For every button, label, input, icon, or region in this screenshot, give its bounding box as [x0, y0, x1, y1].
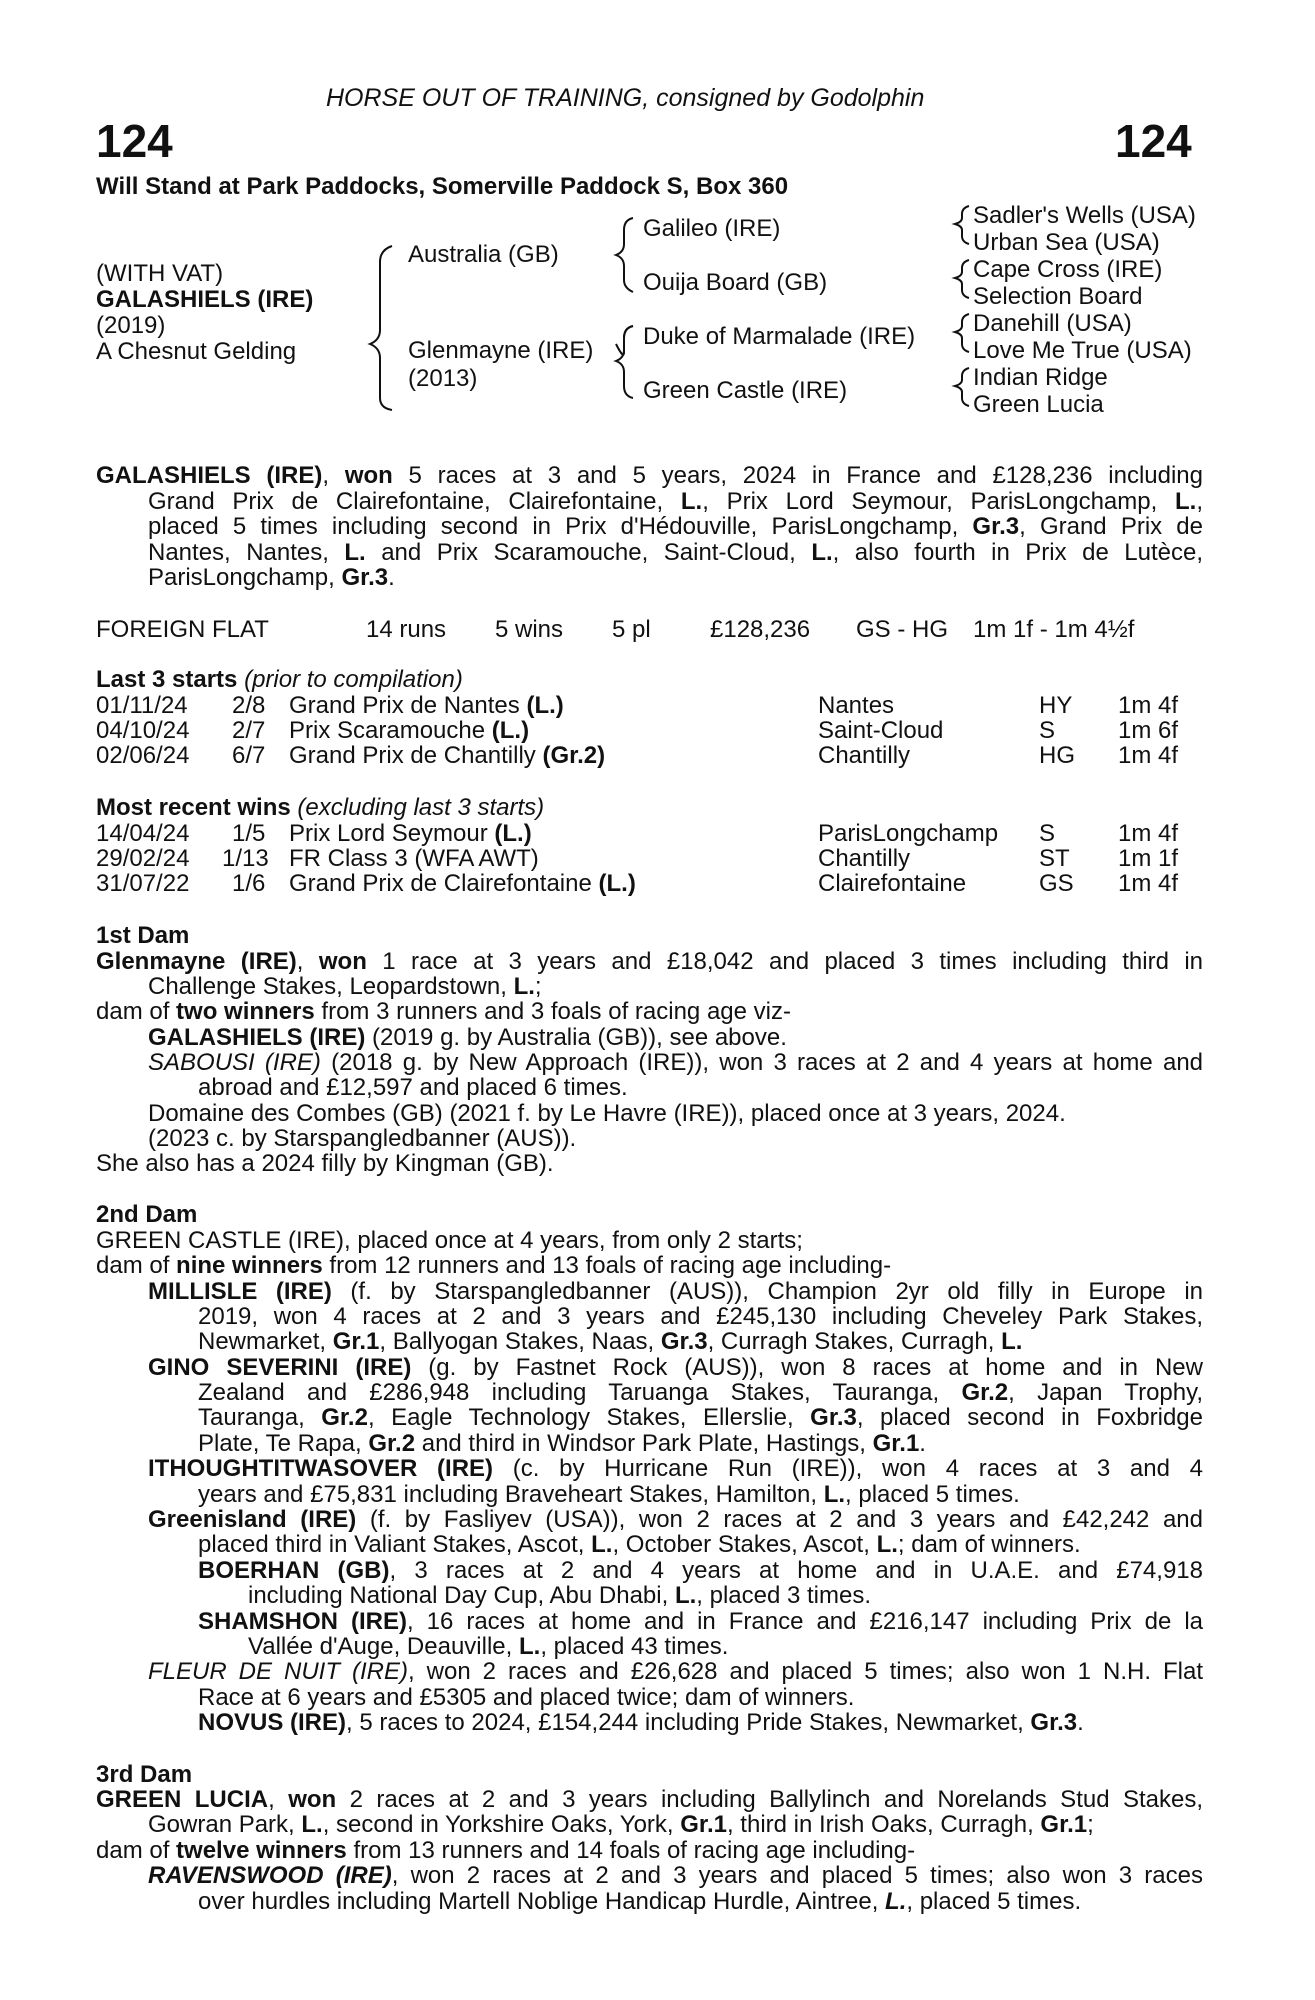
- dam1-line-1: Glenmayne (IRE), won 1 race at 3 years and £18,042 and placed 3 times including third in: [96, 948, 1203, 975]
- dam2-millisle-3: Newmarket, Gr.1, Ballyogan Stakes, Naas, Gr.3, Curragh Stakes, Curragh, L.: [198, 1328, 1023, 1355]
- row-date: 29/02/24: [96, 845, 190, 872]
- dam2-ithought-1: ITHOUGHTITWASOVER (IRE) (c. by Hurricane Run (IRE)), won 4 races at 3 and 4: [148, 1455, 1203, 1482]
- dam1-heading: 1st Dam: [96, 922, 190, 949]
- dam2-fleur-2: Race at 6 years and £5305 and placed twice; dam of winners.: [198, 1684, 855, 1711]
- row-going: HG: [1039, 742, 1075, 769]
- stats-placed: 5 pl: [612, 616, 651, 643]
- summary-line-5: ParisLongchamp, Gr.3.: [148, 564, 395, 591]
- dam2-greenisland-1: Greenisland (IRE) (f. by Fasliyev (USA)), won 2 races at 2 and 3 years and £42,242 and: [148, 1506, 1203, 1533]
- dam1-note: She also has a 2024 filly by Kingman (GB).: [96, 1150, 554, 1177]
- dam2-millisle-1: MILLISLE (IRE) (f. by Starspangledbanner (AUS)), Champion 2yr old filly in Europe in: [148, 1278, 1203, 1305]
- horse-year: (2019): [96, 312, 166, 339]
- row-course: Chantilly: [818, 742, 911, 769]
- stats-runs: 14 runs: [366, 616, 447, 643]
- pedigree-ddd: Green Lucia: [973, 391, 1104, 418]
- row-date: 04/10/24: [96, 717, 190, 744]
- header-title: HORSE OUT OF TRAINING, consigned by Godolphin: [326, 84, 925, 112]
- row-going: S: [1039, 820, 1056, 847]
- dam1-line-3: dam of two winners from 3 runners and 3 foals of racing age viz-: [96, 998, 791, 1025]
- dam1-progeny-2: SABOUSI (IRE) (2018 g. by New Approach (IRE)), won 3 races at 2 and 4 years at home and: [148, 1049, 1204, 1076]
- dam3-ravenswood-2: over hurdles including Martell Noblige Handicap Hurdle, Aintree, L., placed 5 times.: [198, 1888, 1082, 1915]
- row-course: Chantilly: [818, 845, 911, 872]
- stand-location: Will Stand at Park Paddocks, Somerville Paddock S, Box 360: [96, 173, 789, 200]
- row-race: Prix Scaramouche (L.): [289, 717, 530, 744]
- pedigree-ssd: Urban Sea (USA): [973, 229, 1160, 256]
- dam1-line-2: Challenge Stakes, Leopardstown, L.;: [148, 973, 542, 1000]
- row-distance: 1m 4f: [1118, 870, 1179, 897]
- pedigree-dds: Indian Ridge: [973, 364, 1108, 391]
- pedigree-dam-year: (2013): [408, 365, 478, 392]
- dam2-shamshon-2: Vallée d'Auge, Deauville, L., placed 43 times.: [248, 1633, 729, 1660]
- pedigree-dam: Glenmayne (IRE): [408, 337, 594, 364]
- row-distance: 1m 4f: [1118, 820, 1179, 847]
- pedigree-sire-sire: Galileo (IRE): [643, 215, 781, 242]
- row-going: HY: [1039, 692, 1073, 719]
- dam2-gino-4: Plate, Te Rapa, Gr.2 and third in Windsor Park Plate, Hastings, Gr.1.: [198, 1430, 926, 1457]
- row-position: 1/6: [232, 870, 266, 897]
- pedigree-dss: Danehill (USA): [973, 310, 1132, 337]
- row-race: Grand Prix de Chantilly (Gr.2): [289, 742, 606, 769]
- dam2-ithought-2: years and £75,831 including Braveheart Stakes, Hamilton, L., placed 5 times.: [198, 1481, 1020, 1508]
- dam1-progeny-3: Domaine des Combes (GB) (2021 f. by Le Havre (IRE)), placed once at 3 years, 2024.: [148, 1100, 1066, 1127]
- row-position: 2/7: [232, 717, 266, 744]
- dam2-boerhan-2: including National Day Cup, Abu Dhabi, L., placed 3 times.: [248, 1582, 872, 1609]
- row-position: 1/5: [232, 820, 266, 847]
- horse-name: GALASHIELS (IRE): [96, 286, 314, 313]
- summary-line-2: Grand Prix de Clairefontaine, Clairefontaine, L., Prix Lord Seymour, ParisLongchamp, L.,: [148, 488, 1203, 515]
- stats-earnings: £128,236: [710, 616, 811, 643]
- dam3-line-3: dam of twelve winners from 13 runners and 14 foals of racing age including-: [96, 1837, 916, 1864]
- row-race: Grand Prix de Nantes (L.): [289, 692, 564, 719]
- dam3-ravenswood-1: RAVENSWOOD (IRE), won 2 races at 2 and 3 years and placed 5 times; also won 3 races: [148, 1862, 1203, 1889]
- row-position: 2/8: [232, 692, 266, 719]
- stats-distance: 1m 1f - 1m 4½f: [973, 616, 1135, 643]
- dam2-gino-3: Tauranga, Gr.2, Eagle Technology Stakes, Ellerslie, Gr.3, placed second in Foxbridge: [198, 1404, 1203, 1431]
- stats-going: GS - HG: [856, 616, 949, 643]
- dam1-progeny-1: GALASHIELS (IRE) (2019 g. by Australia (GB)), see above.: [148, 1024, 787, 1051]
- row-distance: 1m 6f: [1118, 717, 1179, 744]
- dam2-line-2: dam of nine winners from 12 runners and 13 foals of racing age including-: [96, 1252, 892, 1279]
- row-distance: 1m 4f: [1118, 742, 1179, 769]
- row-going: S: [1039, 717, 1056, 744]
- dam2-gino-2: Zealand and £286,948 including Taruanga Stakes, Tauranga, Gr.2, Japan Trophy,: [198, 1379, 1203, 1406]
- row-course: Clairefontaine: [818, 870, 967, 897]
- dam3-heading: 3rd Dam: [96, 1761, 193, 1788]
- row-position: 6/7: [232, 742, 266, 769]
- row-race: FR Class 3 (WFA AWT): [289, 845, 539, 872]
- lot-number-left: 124: [96, 115, 173, 167]
- row-course: ParisLongchamp: [818, 820, 999, 847]
- pedigree-sdd: Selection Board: [973, 283, 1143, 310]
- row-distance: 1m 1f: [1118, 845, 1179, 872]
- summary-line-4: Nantes, Nantes, L. and Prix Scaramouche, Saint-Cloud, L., also fourth in Prix de Lutèce,: [148, 539, 1204, 566]
- dam2-novus: NOVUS (IRE), 5 races to 2024, £154,244 including Pride Stakes, Newmarket, Gr.3.: [198, 1709, 1084, 1736]
- recent-heading: Most recent wins (excluding last 3 starts): [96, 794, 545, 821]
- dam1-progeny-2b: abroad and £12,597 and placed 6 times.: [198, 1074, 628, 1101]
- row-race: Grand Prix de Clairefontaine (L.): [289, 870, 636, 897]
- dam3-line-1: GREEN LUCIA, won 2 races at 2 and 3 years including Ballylinch and Norelands Stud Stakes,: [96, 1786, 1204, 1813]
- pedigree-dam-dam: Green Castle (IRE): [643, 377, 848, 404]
- pedigree-sire-dam: Ouija Board (GB): [643, 269, 828, 296]
- dam3-line-2: Gowran Park, L., second in Yorkshire Oaks, York, Gr.1, third in Irish Oaks, Curragh, Gr.1;: [148, 1811, 1094, 1838]
- row-course: Saint-Cloud: [818, 717, 944, 744]
- dam2-shamshon-1: SHAMSHON (IRE), 16 races at home and in France and £216,147 including Prix de la: [198, 1608, 1203, 1635]
- row-date: 02/06/24: [96, 742, 190, 769]
- last3-heading: Last 3 starts (prior to compilation): [96, 666, 463, 693]
- dam2-line-1: GREEN CASTLE (IRE), placed once at 4 years, from only 2 starts;: [96, 1227, 803, 1254]
- pedigree-dsd: Love Me True (USA): [973, 337, 1192, 364]
- dam2-millisle-2: 2019, won 4 races at 2 and 3 years and £245,130 including Cheveley Park Stakes,: [198, 1303, 1203, 1330]
- dam2-boerhan-1: BOERHAN (GB), 3 races at 2 and 4 years at home and in U.A.E. and £74,918: [198, 1557, 1203, 1584]
- row-date: 01/11/24: [96, 692, 188, 719]
- row-going: ST: [1039, 845, 1070, 872]
- row-course: Nantes: [818, 692, 895, 719]
- row-date: 31/07/22: [96, 870, 190, 897]
- dam2-heading: 2nd Dam: [96, 1201, 198, 1228]
- stats-wins: 5 wins: [495, 616, 564, 643]
- pedigree-sire: Australia (GB): [408, 241, 559, 268]
- row-going: GS: [1039, 870, 1074, 897]
- dam2-greenisland-2: placed third in Valiant Stakes, Ascot, L., October Stakes, Ascot, L.; dam of winners.: [198, 1531, 1081, 1558]
- pedigree-sss: Sadler's Wells (USA): [973, 202, 1196, 229]
- row-race: Prix Lord Seymour (L.): [289, 820, 532, 847]
- summary-line-3: placed 5 times including second in Prix d'Hédouville, ParisLongchamp, Gr.3, Grand Prix de: [148, 513, 1204, 540]
- row-date: 14/04/24: [96, 820, 190, 847]
- vat-note: (WITH VAT): [96, 260, 224, 287]
- dam1-progeny-4: (2023 c. by Starspangledbanner (AUS)).: [148, 1125, 577, 1152]
- stats-label: FOREIGN FLAT: [96, 616, 269, 643]
- dam2-fleur-1: FLEUR DE NUIT (IRE), won 2 races and £26,628 and placed 5 times; also won 1 N.H. Flat: [148, 1658, 1203, 1685]
- pedigree-dam-sire: Duke of Marmalade (IRE): [643, 323, 916, 350]
- horse-description: A Chesnut Gelding: [96, 338, 297, 365]
- row-distance: 1m 4f: [1118, 692, 1179, 719]
- pedigree-sds: Cape Cross (IRE): [973, 256, 1163, 283]
- lot-number-right: 124: [1115, 115, 1192, 167]
- summary-line-1: GALASHIELS (IRE), won 5 races at 3 and 5 years, 2024 in France and £128,236 including: [96, 462, 1204, 489]
- row-position: 1/13: [222, 845, 269, 872]
- dam2-gino-1: GINO SEVERINI (IRE) (g. by Fastnet Rock (AUS)), won 8 races at home and in New: [148, 1354, 1203, 1381]
